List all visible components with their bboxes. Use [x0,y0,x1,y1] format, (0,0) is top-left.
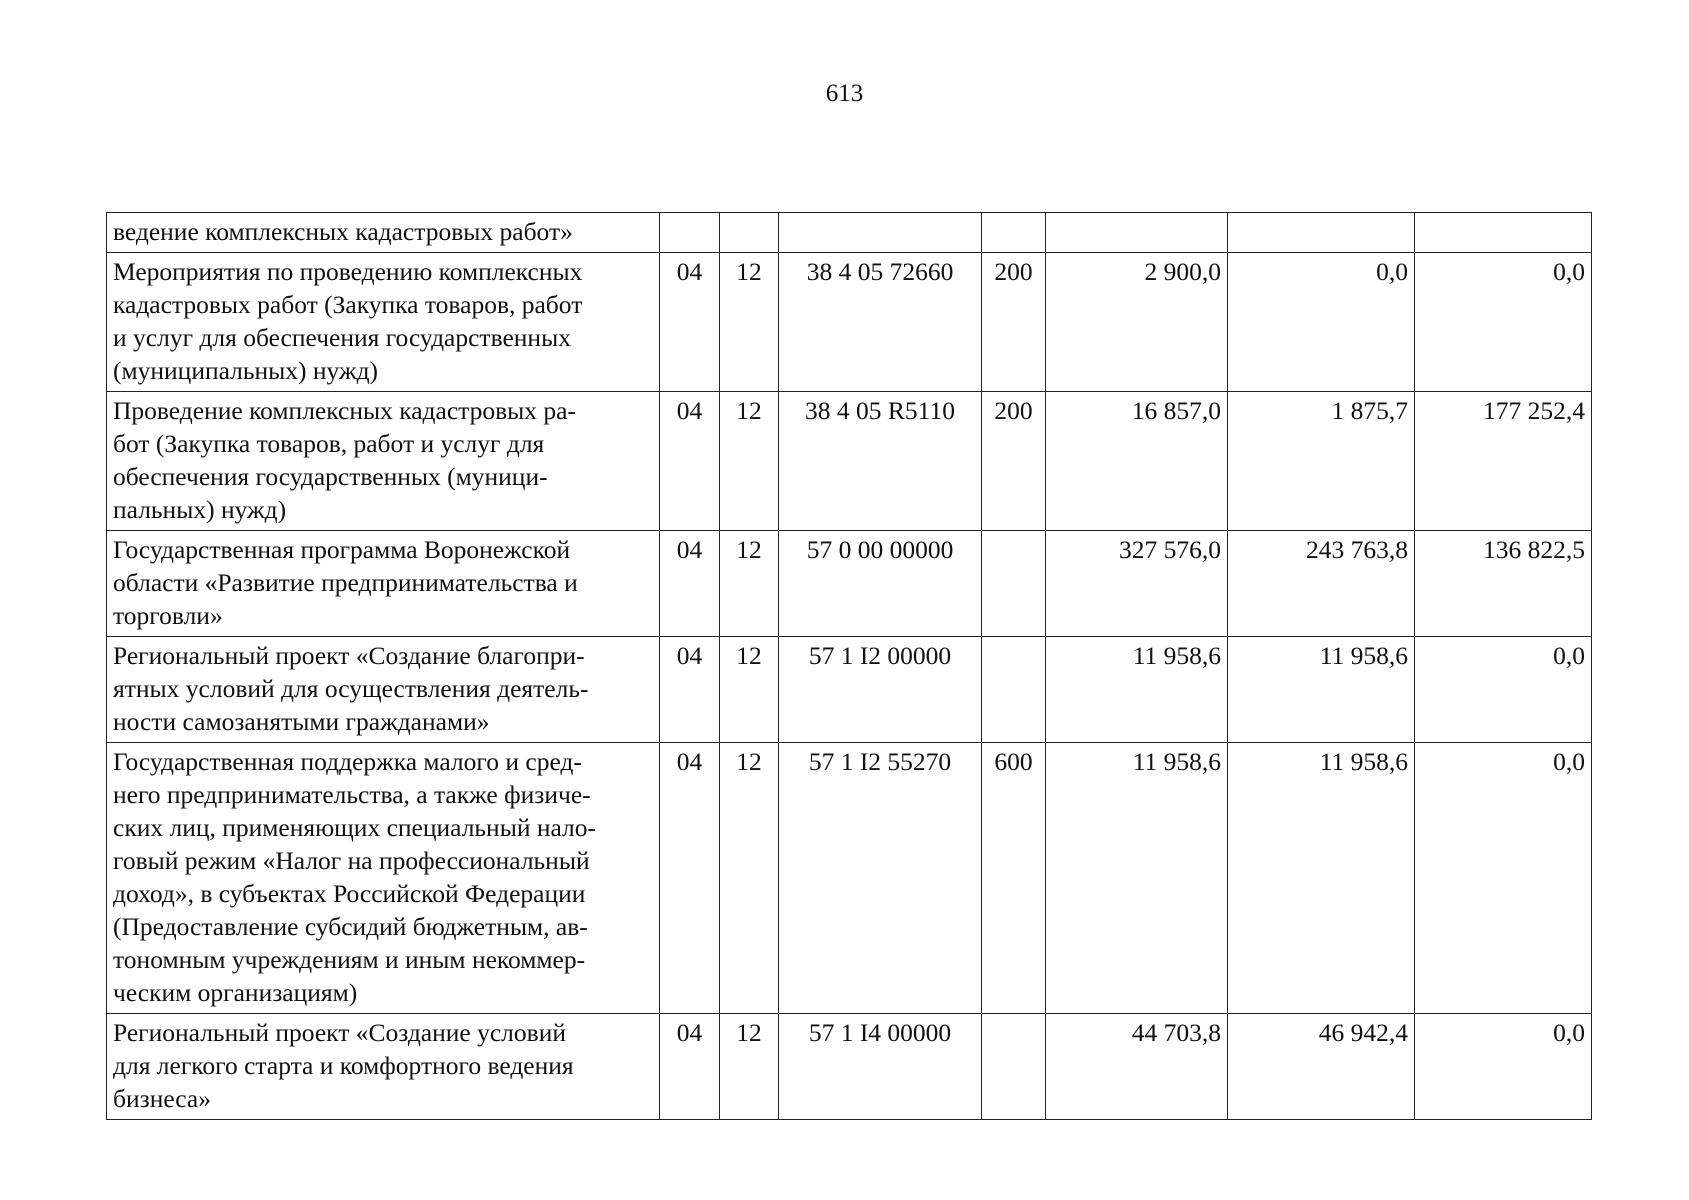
name-line: ятных условий для осуществления деятель- [113,674,589,703]
cell-section: 04 [660,637,720,743]
cell-section: 04 [660,392,720,531]
name-line: Государственная программа Воронежской [113,535,571,564]
name-line: доход», в субъектах Российской Федерации [113,879,586,908]
cell-expense-type [982,213,1046,253]
name-line: (муниципальных) нужд) [113,356,379,385]
name-line: тономным учреждениям и иным некоммер- [113,945,586,974]
cell-name [107,253,660,392]
cell-amount-year-2: 11 958,6 [1228,637,1415,743]
cell-target-article: 57 1 I2 55270 [779,743,982,1014]
name-line: ведение комплексных кадастровых работ» [113,217,573,246]
table-row [107,253,1592,392]
table-row [107,531,1592,637]
page-number: 613 [825,80,864,107]
cell-name [107,213,660,253]
name-line: Проведение комплексных кадастровых ра- [113,396,576,425]
name-line: пальных) нужд) [113,495,287,524]
cell-expense-type: 600 [982,743,1046,1014]
cell-amount-year-1: 11 958,6 [1046,743,1228,1014]
name-line: и услуг для обеспечения государственных [113,323,571,352]
cell-subsection: 12 [720,531,779,637]
cell-amount-year-1: 44 703,8 [1046,1014,1228,1120]
cell-name [107,531,660,637]
cell-amount-year-3: 0,0 [1415,253,1592,392]
name-line: него предпринимательства, а также физиче- [113,780,591,809]
cell-amount-year-3 [1415,213,1592,253]
cell-amount-year-2: 11 958,6 [1228,743,1415,1014]
name-line: Государственная поддержка малого и сред- [113,747,582,776]
cell-section: 04 [660,1014,720,1120]
name-line: обеспечения государственных (муници- [113,462,548,491]
cell-target-article: 38 4 05 72660 [779,253,982,392]
cell-name [107,392,660,531]
name-line: бизнеса» [113,1084,211,1113]
name-line: торговли» [113,601,223,630]
cell-target-article: 57 1 I2 00000 [779,637,982,743]
cell-target-article: 57 1 I4 00000 [779,1014,982,1120]
table-row [107,213,1592,253]
cell-amount-year-3: 0,0 [1415,743,1592,1014]
cell-amount-year-1: 2 900,0 [1046,253,1228,392]
cell-section [660,213,720,253]
cell-expense-type: 200 [982,392,1046,531]
cell-amount-year-2 [1228,213,1415,253]
budget-table [106,212,1592,1120]
name-line: Мероприятия по проведению комплексных [113,257,583,286]
name-line: кадастровых работ (Закупка товаров, работ [113,290,583,319]
cell-subsection: 12 [720,392,779,531]
cell-expense-type: 200 [982,253,1046,392]
name-line: ских лиц, применяющих специальный нало- [113,813,597,842]
cell-expense-type [982,637,1046,743]
cell-amount-year-3: 0,0 [1415,1014,1592,1120]
cell-target-article: 57 0 00 00000 [779,531,982,637]
table-row [107,743,1592,1014]
cell-amount-year-2: 0,0 [1228,253,1415,392]
cell-name [107,743,660,1014]
cell-section: 04 [660,743,720,1014]
cell-amount-year-1 [1046,213,1228,253]
cell-name [107,1014,660,1120]
cell-name [107,637,660,743]
cell-amount-year-2: 243 763,8 [1228,531,1415,637]
cell-expense-type [982,1014,1046,1120]
name-line: ческим организациям) [113,978,358,1007]
cell-amount-year-1: 11 958,6 [1046,637,1228,743]
cell-amount-year-3: 136 822,5 [1415,531,1592,637]
cell-target-article [779,213,982,253]
cell-subsection: 12 [720,253,779,392]
cell-amount-year-3: 0,0 [1415,637,1592,743]
name-line: Региональный проект «Создание условий [113,1018,566,1047]
name-line: говый режим «Налог на профессиональный [113,846,590,875]
cell-subsection [720,213,779,253]
table-body [107,213,1592,1120]
cell-amount-year-1: 327 576,0 [1046,531,1228,637]
cell-subsection: 12 [720,743,779,1014]
cell-subsection: 12 [720,1014,779,1120]
name-line: Региональный проект «Создание благопри- [113,641,585,670]
cell-section: 04 [660,531,720,637]
name-line: области «Развитие предпринимательства и [113,568,578,597]
table-row [107,392,1592,531]
cell-amount-year-1: 16 857,0 [1046,392,1228,531]
name-line: ности самозанятыми гражданами» [113,707,490,736]
name-line: для легкого старта и комфортного ведения [113,1051,574,1080]
table-row [107,1014,1592,1120]
cell-amount-year-3: 177 252,4 [1415,392,1592,531]
name-line: бот (Закупка товаров, работ и услуг для [113,429,545,458]
cell-subsection: 12 [720,637,779,743]
table-row [107,637,1592,743]
cell-expense-type [982,531,1046,637]
cell-amount-year-2: 1 875,7 [1228,392,1415,531]
cell-section: 04 [660,253,720,392]
cell-amount-year-2: 46 942,4 [1228,1014,1415,1120]
cell-target-article: 38 4 05 R5110 [779,392,982,531]
name-line: (Предоставление субсидий бюджетным, ав- [113,912,588,941]
